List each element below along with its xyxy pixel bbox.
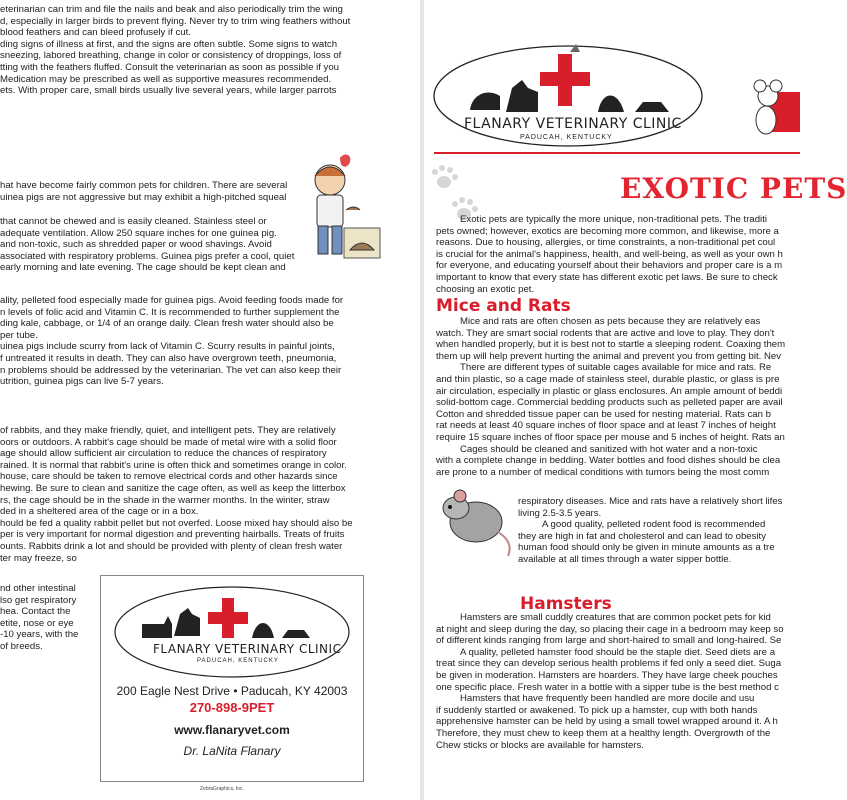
text-line: per is very important for normal digestion and preventing hairballs. Treats of fruits: [0, 529, 345, 541]
paragraph-mice-rats-wrap: [518, 496, 800, 566]
text-line: is crucial for the animal's happiness, health, and well-being, as well as your own h: [436, 248, 783, 260]
text-line: pets owned; however, exotics are becoming more common, and likewise, more a: [436, 225, 779, 237]
text-line: house, care should be taken to remove electrical cords and other hazards since: [0, 471, 338, 483]
card-logo-oval: [112, 584, 352, 680]
left-page: [0, 0, 420, 800]
text-line: Mice and rats are often chosen as pets because they are relatively eas: [460, 316, 761, 327]
text-line: hat have become fairly common pets for children. There are several: [0, 180, 288, 191]
paragraph-rabbits: [0, 425, 360, 564]
paragraph-hamsters: [436, 612, 800, 751]
text-line: at night and sleep during the day, so placing their cage in a bedroom may keep so: [436, 623, 784, 635]
card-phone: 270-898-9PET: [189, 700, 275, 715]
text-line: early morning and late evening. The cage should be kept clean and: [0, 262, 286, 274]
text-line: and thin plastic, so a cage made of stainless steel, durable plastic, or glass is pre: [436, 373, 780, 385]
text-line: utrition, guinea pigs can live 5-7 years.: [0, 376, 164, 388]
child-guinea-pig-illustration: [300, 150, 385, 280]
text-line: f untreated it results in death. They can also have overgrown teeth, pneumonia,: [0, 352, 337, 364]
heading-hamsters: Hamsters: [520, 594, 612, 614]
text-line: hewing. Be sure to clean and sanitize the cage often, as well as keep the litterbox: [0, 482, 346, 494]
text-line: require 15 square inches of floor space per mouse and 5 inches of height. Rats an: [436, 431, 785, 443]
text-line: if suddenly startled or awakened. To pick up a hamster, cup with both hands: [436, 704, 758, 716]
text-line: rained. It is normal that rabbit's urine is often thick and sometimes orange in color.: [0, 459, 347, 471]
text-line: respiratory diseases. Mice and rats have a relatively short lifes: [518, 496, 783, 507]
text-line: ter may freeze, so: [0, 552, 77, 564]
text-line: Cages should be cleaned and sanitized with hot water and a non-toxic: [460, 443, 758, 455]
text-line: one specific place. Fresh water in a bottle with a sipper tube is the best method c: [436, 681, 779, 693]
text-line: apprehensive hamster can be held by using a small towel wrapped around it. A h: [436, 716, 778, 728]
paragraph-mice-rats: [436, 316, 800, 478]
text-line: of rabbits, and they make friendly, quiet, and intelligent pets. They are relatively: [0, 425, 336, 436]
text-line: are prone to a number of medical conditions with tumors being the most comm: [436, 466, 770, 478]
text-line: Medication may be prescribed as well as supportive measures recommended.: [0, 73, 332, 85]
text-line: A good quality, pelleted rodent food is recommended: [542, 519, 766, 531]
text-line: watch. They are smart social rodents that are active and love to play. They don't: [436, 327, 775, 339]
text-line: with a complete change in bedding. Water bottles and food dishes should be clea: [436, 455, 781, 467]
text-line: solid-bottom cage. Commercial bedding products such as pelleted paper are avail: [436, 397, 783, 409]
text-line: when handled properly, but it is best not to startle a sleeping rodent. Coaxing them: [436, 339, 786, 351]
text-line: associated with respiratory problems. Guinea pigs prefer a cool, quiet: [0, 250, 295, 262]
card-website: www.flanaryvet.com: [174, 723, 290, 737]
text-line: oors or outdoors. A rabbit's cage should be made of metal wire with a solid floor: [0, 436, 337, 448]
text-line: for everyone, and educating yourself about their behaviors and proper care is a m: [436, 260, 783, 272]
mouse-sign-illustration: [752, 70, 800, 150]
text-line: living 2.5-3.5 years.: [518, 507, 602, 519]
text-line: Hamsters are small cuddly creatures that are common pocket pets for kid: [460, 612, 771, 623]
text-line: they are high in fat and cholesterol and can lead to obesity: [518, 530, 767, 542]
text-line: ounts. Rabbits drink a lot and should be provided with plenty of clean fresh water: [0, 540, 343, 552]
text-line: ding signs of illness at first, and the signs are often subtle. Some signs to watch: [0, 38, 338, 50]
text-line: Chew sticks or blocks are available for hamsters.: [436, 739, 644, 751]
paragraph-rabbit-health: [0, 583, 94, 653]
text-line: d, especially in larger birds to prevent flying. Never try to trim wing feathers without: [0, 15, 351, 27]
text-line: tting with the feathers fluffed. Consult the veterinarian as soon as possible if you: [0, 61, 339, 73]
paragraph-guinea-food: [0, 295, 360, 388]
text-line: sneezing, labored breathing, change in color or consistency of droppings, loss of: [0, 50, 342, 62]
text-line: and non-toxic, such as shredded paper or wood shavings. Avoid: [0, 239, 272, 251]
right-page: [424, 0, 847, 800]
text-line: eterinarian can trim and file the nails and beak and also periodically trim the wing: [0, 4, 343, 15]
text-line: hea. Contact the: [0, 606, 71, 618]
text-line: air circulation, especially in plastic or glass enclosures. An ample amount of beddi: [436, 385, 783, 397]
text-line: hould be fed a quality rabbit pellet but not overfed. Loose mixed hay should also be: [0, 517, 353, 529]
text-line: nd other intestinal: [0, 583, 76, 594]
credit-line: ZebraGraphics, Inc.: [200, 786, 244, 792]
card-clinic-name: FLANARY VETERINARY CLINIC: [153, 642, 342, 656]
clinic-business-card: [100, 575, 364, 782]
text-line: choosing an exotic pet.: [436, 283, 535, 295]
heading-mice-rats: Mice and Rats: [436, 296, 571, 316]
text-line: Therefore, they must chew to keep them at a healthy length. Overgrowth of the: [436, 727, 771, 739]
text-line: per tube.: [0, 329, 38, 341]
text-line: uinea pigs are not aggressive but may exhibit a high-pitched squeal: [0, 191, 287, 203]
text-line: blood feathers and can bleed profusely if cut.: [0, 27, 191, 39]
text-line: rs, the cage should be in the shade in the warmer months. In the winter, straw: [0, 494, 330, 506]
paragraph-bird-care: [0, 4, 372, 97]
text-line: ding kale, cabbage, or 1/4 of an orange daily. Clean fresh water should also be: [0, 318, 334, 330]
text-line: ality, pelleted food especially made for guinea pigs. Avoid feeding foods made for: [0, 295, 344, 306]
text-line: age should allow sufficient air circulation to reduce the chances of respiratory: [0, 448, 327, 460]
text-line: Cotton and shredded tissue paper can be used for nesting material. Rats can b: [436, 408, 771, 420]
text-line: rat needs at least 40 square inches of floor space and at least 7 inches of height: [436, 420, 776, 432]
card-address: 200 Eagle Nest Drive • Paducah, KY 42003: [116, 684, 348, 698]
text-line: -10 years, with the: [0, 629, 79, 641]
text-line: that cannot be chewed and is easily cleaned. Stainless steel or: [0, 216, 267, 227]
header-clinic-city: PADUCAH, KENTUCKY: [520, 134, 613, 141]
text-line: available at all times through a water sipper bottle.: [518, 553, 732, 565]
card-clinic-city: PADUCAH, KENTUCKY: [197, 658, 279, 664]
text-line: ets. With proper care, small birds usually live several years, while larger parrots: [0, 85, 337, 97]
text-line: n levels of folic acid and Vitamin C. It is recommended to further supplement the: [0, 306, 340, 318]
card-doctor: Dr. LaNita Flanary: [183, 744, 281, 758]
text-line: important to know that every state has different exotic pet laws. Be sure to check: [436, 271, 778, 283]
text-line: uinea pigs include scurry from lack of Vitamin C. Scurry results in painful joints,: [0, 341, 335, 353]
paragraph-exotic-intro: [436, 214, 800, 295]
page-title: EXOTIC PETS: [620, 172, 847, 205]
text-line: n problems should be addressed by the veterinarian. The vet can also keep their: [0, 364, 342, 376]
text-line: A quality, pelleted hamster food should be the staple diet. Seed diets are a: [460, 646, 776, 658]
text-line: There are different types of suitable cages available for mice and rats. Re: [460, 362, 772, 374]
text-line: ded in a sheltered area of the cage or in a box.: [0, 506, 199, 518]
paragraph-guinea-cage: [0, 216, 300, 274]
header-rule: [434, 152, 800, 154]
text-line: of different kinds ranging from large and short-haired to small and long-haired. Se: [436, 635, 782, 647]
text-line: them up will help prevent hurting the animal and prevent you from getting bit. Nev: [436, 350, 782, 362]
text-line: Hamsters that have frequently been handled are more docile and usu: [460, 693, 755, 705]
text-line: lso get respiratory: [0, 594, 77, 606]
text-line: treat since they can develop serious health problems if fed only a seed diet. Suga: [436, 658, 782, 670]
text-line: be given in moderation. Hamsters are hoarders. They have large cheek pouches: [436, 669, 778, 681]
text-line: human food should only be given in minute amounts as a tre: [518, 542, 775, 554]
rat-illustration: [434, 478, 516, 558]
text-line: of breeds.: [0, 640, 43, 652]
text-line: reasons. Due to housing, allergies, or time constraints, a non-traditional pet coul: [436, 237, 776, 249]
text-line: etite, nose or eye: [0, 617, 74, 629]
text-line: Exotic pets are typically the more unique, non-traditional pets. The traditi: [460, 214, 767, 225]
text-line: adequate ventilation. Allow 250 square inches for one guinea pig.: [0, 227, 277, 239]
header-clinic-name: FLANARY VETERINARY CLINIC: [464, 116, 682, 132]
paragraph-guinea-intro: [0, 180, 300, 203]
